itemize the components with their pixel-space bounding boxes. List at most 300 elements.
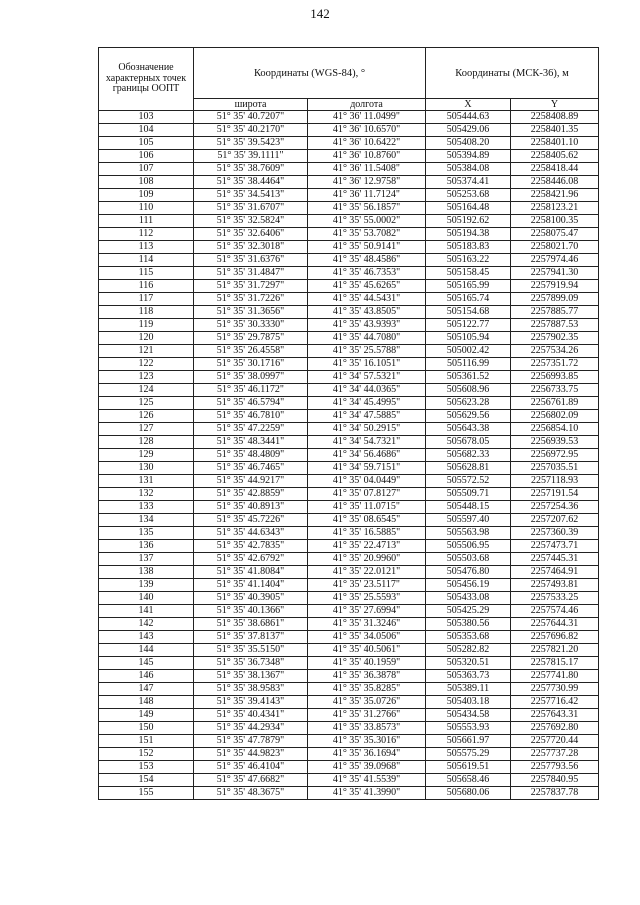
longitude-cell: 41° 35' 31.3246"	[308, 618, 426, 631]
y-cell: 2257692.80	[511, 722, 599, 735]
latitude-cell: 51° 35' 44.9217"	[194, 475, 308, 488]
x-cell: 505680.06	[426, 787, 511, 800]
point-id-cell: 144	[99, 644, 194, 657]
table-row	[99, 722, 599, 735]
latitude-cell: 51° 35' 26.4558"	[194, 345, 308, 358]
point-id-cell: 155	[99, 787, 194, 800]
x-cell: 505658.46	[426, 774, 511, 787]
latitude-cell: 51° 35' 46.4104"	[194, 761, 308, 774]
longitude-cell: 41° 35' 07.8127"	[308, 488, 426, 501]
longitude-cell: 41° 35' 16.5885"	[308, 527, 426, 540]
x-cell: 505165.99	[426, 280, 511, 293]
table-row	[99, 150, 599, 163]
latitude-cell: 51° 35' 46.7465"	[194, 462, 308, 475]
x-cell: 505374.41	[426, 176, 511, 189]
point-id-cell: 109	[99, 189, 194, 202]
longitude-cell: 41° 35' 55.0002"	[308, 215, 426, 228]
table-row	[99, 384, 599, 397]
point-id-cell: 136	[99, 540, 194, 553]
table-row	[99, 410, 599, 423]
point-id-cell: 121	[99, 345, 194, 358]
y-cell: 2256802.09	[511, 410, 599, 423]
latitude-cell: 51° 35' 40.2170"	[194, 124, 308, 137]
longitude-cell: 41° 36' 10.6570"	[308, 124, 426, 137]
point-id-cell: 152	[99, 748, 194, 761]
table-row	[99, 501, 599, 514]
point-id-cell: 143	[99, 631, 194, 644]
x-cell: 505553.93	[426, 722, 511, 735]
table-row	[99, 241, 599, 254]
y-cell: 2258100.35	[511, 215, 599, 228]
x-cell: 505682.33	[426, 449, 511, 462]
y-cell: 2257720.44	[511, 735, 599, 748]
latitude-cell: 51° 35' 39.1111"	[194, 150, 308, 163]
y-cell: 2257730.99	[511, 683, 599, 696]
point-id-cell: 128	[99, 436, 194, 449]
latitude-cell: 51° 35' 41.8084"	[194, 566, 308, 579]
y-cell: 2256993.85	[511, 371, 599, 384]
y-cell: 2257837.78	[511, 787, 599, 800]
x-cell: 505629.56	[426, 410, 511, 423]
table-row	[99, 761, 599, 774]
longitude-cell: 41° 36' 11.0499"	[308, 111, 426, 124]
y-cell: 2258421.96	[511, 189, 599, 202]
x-cell: 505425.29	[426, 605, 511, 618]
latitude-cell: 51° 35' 44.9823"	[194, 748, 308, 761]
longitude-cell: 41° 35' 22.4713"	[308, 540, 426, 553]
point-id-cell: 139	[99, 579, 194, 592]
point-id-cell: 107	[99, 163, 194, 176]
x-cell: 505105.94	[426, 332, 511, 345]
latitude-cell: 51° 35' 31.3656"	[194, 306, 308, 319]
x-cell: 505433.08	[426, 592, 511, 605]
x-cell: 505575.29	[426, 748, 511, 761]
table-body	[99, 111, 599, 800]
point-id-cell: 106	[99, 150, 194, 163]
x-cell: 505434.58	[426, 709, 511, 722]
y-cell: 2258401.10	[511, 137, 599, 150]
longitude-cell: 41° 35' 50.9141"	[308, 241, 426, 254]
table-row	[99, 176, 599, 189]
longitude-cell: 41° 35' 08.6545"	[308, 514, 426, 527]
table-row	[99, 215, 599, 228]
x-cell: 505253.68	[426, 189, 511, 202]
latitude-cell: 51° 35' 42.6792"	[194, 553, 308, 566]
longitude-cell: 41° 35' 20.9960"	[308, 553, 426, 566]
x-cell: 505192.62	[426, 215, 511, 228]
y-cell: 2256733.75	[511, 384, 599, 397]
header-latitude: широта	[194, 99, 308, 111]
y-cell: 2257741.80	[511, 670, 599, 683]
longitude-cell: 41° 34' 56.4686"	[308, 449, 426, 462]
latitude-cell: 51° 35' 32.5824"	[194, 215, 308, 228]
longitude-cell: 41° 35' 45.6265"	[308, 280, 426, 293]
latitude-cell: 51° 35' 47.2259"	[194, 423, 308, 436]
x-cell: 505503.68	[426, 553, 511, 566]
latitude-cell: 51° 35' 32.3018"	[194, 241, 308, 254]
latitude-cell: 51° 35' 46.1172"	[194, 384, 308, 397]
longitude-cell: 41° 35' 40.5061"	[308, 644, 426, 657]
latitude-cell: 51° 35' 31.7226"	[194, 293, 308, 306]
table-row	[99, 267, 599, 280]
y-cell: 2257351.72	[511, 358, 599, 371]
y-cell: 2257902.35	[511, 332, 599, 345]
longitude-cell: 41° 35' 43.9393"	[308, 319, 426, 332]
header-msk36: Координаты (МСК-36), м	[426, 48, 599, 99]
latitude-cell: 51° 35' 38.1367"	[194, 670, 308, 683]
table-row	[99, 306, 599, 319]
y-cell: 2257716.42	[511, 696, 599, 709]
latitude-cell: 51° 35' 42.8859"	[194, 488, 308, 501]
x-cell: 505116.99	[426, 358, 511, 371]
y-cell: 2258075.47	[511, 228, 599, 241]
latitude-cell: 51° 35' 32.6406"	[194, 228, 308, 241]
latitude-cell: 51° 35' 34.5413"	[194, 189, 308, 202]
latitude-cell: 51° 35' 40.3905"	[194, 592, 308, 605]
point-id-cell: 123	[99, 371, 194, 384]
table-row	[99, 319, 599, 332]
longitude-cell: 41° 35' 25.5788"	[308, 345, 426, 358]
point-id-cell: 140	[99, 592, 194, 605]
y-cell: 2258021.70	[511, 241, 599, 254]
x-cell: 505158.45	[426, 267, 511, 280]
x-cell: 505361.52	[426, 371, 511, 384]
longitude-cell: 41° 35' 36.3878"	[308, 670, 426, 683]
point-id-cell: 138	[99, 566, 194, 579]
x-cell: 505282.82	[426, 644, 511, 657]
table-row	[99, 553, 599, 566]
latitude-cell: 51° 35' 48.3675"	[194, 787, 308, 800]
y-cell: 2257941.30	[511, 267, 599, 280]
y-cell: 2257644.31	[511, 618, 599, 631]
latitude-cell: 51° 35' 30.1716"	[194, 358, 308, 371]
header-longitude: долгота	[308, 99, 426, 111]
longitude-cell: 41° 34' 45.4995"	[308, 397, 426, 410]
y-cell: 2257821.20	[511, 644, 599, 657]
x-cell: 505623.28	[426, 397, 511, 410]
table-row	[99, 332, 599, 345]
table-row	[99, 358, 599, 371]
table-row	[99, 592, 599, 605]
y-cell: 2258405.62	[511, 150, 599, 163]
longitude-cell: 41° 35' 22.0121"	[308, 566, 426, 579]
y-cell: 2258408.89	[511, 111, 599, 124]
longitude-cell: 41° 35' 33.8573"	[308, 722, 426, 735]
y-cell: 2257815.17	[511, 657, 599, 670]
table-row	[99, 397, 599, 410]
longitude-cell: 41° 35' 31.2766"	[308, 709, 426, 722]
latitude-cell: 51° 35' 46.7810"	[194, 410, 308, 423]
point-id-cell: 147	[99, 683, 194, 696]
latitude-cell: 51° 35' 30.3330"	[194, 319, 308, 332]
table-row	[99, 280, 599, 293]
longitude-cell: 41° 35' 36.1694"	[308, 748, 426, 761]
table-row	[99, 345, 599, 358]
latitude-cell: 51° 35' 40.1366"	[194, 605, 308, 618]
longitude-cell: 41° 35' 53.7082"	[308, 228, 426, 241]
latitude-cell: 51° 35' 38.7609"	[194, 163, 308, 176]
point-id-cell: 129	[99, 449, 194, 462]
point-id-cell: 114	[99, 254, 194, 267]
y-cell: 2257574.46	[511, 605, 599, 618]
x-cell: 505448.15	[426, 501, 511, 514]
latitude-cell: 51° 35' 38.4464"	[194, 176, 308, 189]
point-id-cell: 131	[99, 475, 194, 488]
latitude-cell: 51° 35' 45.7226"	[194, 514, 308, 527]
coordinates-table	[98, 47, 599, 800]
latitude-cell: 51° 35' 42.7835"	[194, 540, 308, 553]
point-id-cell: 120	[99, 332, 194, 345]
x-cell: 505643.38	[426, 423, 511, 436]
point-id-cell: 115	[99, 267, 194, 280]
point-id-cell: 105	[99, 137, 194, 150]
x-cell: 505608.96	[426, 384, 511, 397]
x-cell: 505408.20	[426, 137, 511, 150]
table-row	[99, 488, 599, 501]
latitude-cell: 51° 35' 48.3441"	[194, 436, 308, 449]
point-id-cell: 137	[99, 553, 194, 566]
point-id-cell: 141	[99, 605, 194, 618]
y-cell: 2257899.09	[511, 293, 599, 306]
table-row	[99, 163, 599, 176]
longitude-cell: 41° 36' 10.8760"	[308, 150, 426, 163]
table-row	[99, 189, 599, 202]
point-id-cell: 153	[99, 761, 194, 774]
latitude-cell: 51° 35' 46.5794"	[194, 397, 308, 410]
latitude-cell: 51° 35' 38.6861"	[194, 618, 308, 631]
latitude-cell: 51° 35' 47.6682"	[194, 774, 308, 787]
table-row	[99, 709, 599, 722]
point-id-cell: 116	[99, 280, 194, 293]
y-cell: 2257191.54	[511, 488, 599, 501]
y-cell: 2257473.71	[511, 540, 599, 553]
point-id-cell: 118	[99, 306, 194, 319]
y-cell: 2257887.53	[511, 319, 599, 332]
y-cell: 2257533.25	[511, 592, 599, 605]
point-id-cell: 133	[99, 501, 194, 514]
longitude-cell: 41° 34' 44.0365"	[308, 384, 426, 397]
latitude-cell: 51° 35' 31.6376"	[194, 254, 308, 267]
x-cell: 505320.51	[426, 657, 511, 670]
x-cell: 505164.48	[426, 202, 511, 215]
latitude-cell: 51° 35' 40.7207"	[194, 111, 308, 124]
longitude-cell: 41° 35' 25.5593"	[308, 592, 426, 605]
longitude-cell: 41° 35' 40.1959"	[308, 657, 426, 670]
point-id-cell: 103	[99, 111, 194, 124]
longitude-cell: 41° 35' 27.6994"	[308, 605, 426, 618]
table-row	[99, 436, 599, 449]
table-row	[99, 137, 599, 150]
table-row	[99, 618, 599, 631]
point-id-cell: 113	[99, 241, 194, 254]
x-cell: 505389.11	[426, 683, 511, 696]
longitude-cell: 41° 34' 59.7151"	[308, 462, 426, 475]
point-id-cell: 112	[99, 228, 194, 241]
table-row	[99, 683, 599, 696]
y-cell: 2257737.28	[511, 748, 599, 761]
header-x: X	[426, 99, 511, 111]
latitude-cell: 51° 35' 44.2934"	[194, 722, 308, 735]
table-row	[99, 631, 599, 644]
longitude-cell: 41° 35' 44.5431"	[308, 293, 426, 306]
table-row	[99, 514, 599, 527]
table-row	[99, 644, 599, 657]
y-cell: 2256939.53	[511, 436, 599, 449]
point-id-cell: 125	[99, 397, 194, 410]
x-cell: 505509.71	[426, 488, 511, 501]
longitude-cell: 41° 36' 11.5408"	[308, 163, 426, 176]
y-cell: 2257793.56	[511, 761, 599, 774]
point-id-cell: 108	[99, 176, 194, 189]
header-point-id: Обозначение характерных точек границы ООПТ	[99, 48, 194, 111]
longitude-cell: 41° 34' 47.5885"	[308, 410, 426, 423]
longitude-cell: 41° 35' 43.8505"	[308, 306, 426, 319]
x-cell: 505661.97	[426, 735, 511, 748]
latitude-cell: 51° 35' 38.9583"	[194, 683, 308, 696]
table-row	[99, 540, 599, 553]
point-id-cell: 154	[99, 774, 194, 787]
latitude-cell: 51° 35' 35.5150"	[194, 644, 308, 657]
x-cell: 505363.73	[426, 670, 511, 683]
longitude-cell: 41° 35' 16.1051"	[308, 358, 426, 371]
x-cell: 505163.22	[426, 254, 511, 267]
y-cell: 2257919.94	[511, 280, 599, 293]
y-cell: 2256761.89	[511, 397, 599, 410]
x-cell: 505194.38	[426, 228, 511, 241]
y-cell: 2257974.46	[511, 254, 599, 267]
point-id-cell: 132	[99, 488, 194, 501]
point-id-cell: 151	[99, 735, 194, 748]
y-cell: 2258123.21	[511, 202, 599, 215]
y-cell: 2257445.31	[511, 553, 599, 566]
longitude-cell: 41° 34' 50.2915"	[308, 423, 426, 436]
longitude-cell: 41° 35' 46.7353"	[308, 267, 426, 280]
y-cell: 2257534.26	[511, 345, 599, 358]
latitude-cell: 51° 35' 38.0997"	[194, 371, 308, 384]
y-cell: 2257464.91	[511, 566, 599, 579]
table-row	[99, 293, 599, 306]
point-id-cell: 142	[99, 618, 194, 631]
point-id-cell: 104	[99, 124, 194, 137]
latitude-cell: 51° 35' 48.4809"	[194, 449, 308, 462]
x-cell: 505628.81	[426, 462, 511, 475]
point-id-cell: 126	[99, 410, 194, 423]
longitude-cell: 41° 35' 35.0726"	[308, 696, 426, 709]
table-row	[99, 657, 599, 670]
header-wgs84: Координаты (WGS-84), °	[194, 48, 426, 99]
y-cell: 2257840.95	[511, 774, 599, 787]
x-cell: 505563.98	[426, 527, 511, 540]
y-cell: 2256972.95	[511, 449, 599, 462]
table-row	[99, 527, 599, 540]
latitude-cell: 51° 35' 31.7297"	[194, 280, 308, 293]
longitude-cell: 41° 35' 56.1857"	[308, 202, 426, 215]
y-cell: 2257885.77	[511, 306, 599, 319]
table-row	[99, 579, 599, 592]
point-id-cell: 119	[99, 319, 194, 332]
longitude-cell: 41° 36' 10.6422"	[308, 137, 426, 150]
table-row	[99, 696, 599, 709]
table-row	[99, 462, 599, 475]
latitude-cell: 51° 35' 36.7348"	[194, 657, 308, 670]
x-cell: 505384.08	[426, 163, 511, 176]
x-cell: 505380.56	[426, 618, 511, 631]
longitude-cell: 41° 35' 11.0715"	[308, 501, 426, 514]
y-cell: 2257207.62	[511, 514, 599, 527]
longitude-cell: 41° 35' 39.0968"	[308, 761, 426, 774]
table-row	[99, 748, 599, 761]
table-row	[99, 605, 599, 618]
x-cell: 505572.52	[426, 475, 511, 488]
point-id-cell: 148	[99, 696, 194, 709]
latitude-cell: 51° 35' 47.7879"	[194, 735, 308, 748]
x-cell: 505154.68	[426, 306, 511, 319]
y-cell: 2257118.93	[511, 475, 599, 488]
table-row	[99, 111, 599, 124]
point-id-cell: 117	[99, 293, 194, 306]
point-id-cell: 110	[99, 202, 194, 215]
y-cell: 2257254.36	[511, 501, 599, 514]
point-id-cell: 150	[99, 722, 194, 735]
longitude-cell: 41° 35' 41.5539"	[308, 774, 426, 787]
table-row	[99, 774, 599, 787]
x-cell: 505165.74	[426, 293, 511, 306]
table-row	[99, 449, 599, 462]
x-cell: 505444.63	[426, 111, 511, 124]
longitude-cell: 41° 34' 57.5321"	[308, 371, 426, 384]
longitude-cell: 41° 35' 04.0449"	[308, 475, 426, 488]
latitude-cell: 51° 35' 39.5423"	[194, 137, 308, 150]
longitude-cell: 41° 36' 11.7124"	[308, 189, 426, 202]
y-cell: 2257360.39	[511, 527, 599, 540]
table-row	[99, 371, 599, 384]
point-id-cell: 149	[99, 709, 194, 722]
longitude-cell: 41° 35' 41.3990"	[308, 787, 426, 800]
longitude-cell: 41° 35' 35.8285"	[308, 683, 426, 696]
latitude-cell: 51° 35' 37.8137"	[194, 631, 308, 644]
point-id-cell: 111	[99, 215, 194, 228]
x-cell: 505506.95	[426, 540, 511, 553]
point-id-cell: 135	[99, 527, 194, 540]
y-cell: 2258418.44	[511, 163, 599, 176]
latitude-cell: 51° 35' 29.7875"	[194, 332, 308, 345]
y-cell: 2257696.82	[511, 631, 599, 644]
point-id-cell: 127	[99, 423, 194, 436]
x-cell: 505394.89	[426, 150, 511, 163]
x-cell: 505476.80	[426, 566, 511, 579]
y-cell: 2258446.08	[511, 176, 599, 189]
table-row	[99, 566, 599, 579]
y-cell: 2256854.10	[511, 423, 599, 436]
x-cell: 505619.51	[426, 761, 511, 774]
x-cell: 505353.68	[426, 631, 511, 644]
longitude-cell: 41° 35' 35.3016"	[308, 735, 426, 748]
header-y: Y	[511, 99, 599, 111]
latitude-cell: 51° 35' 39.4143"	[194, 696, 308, 709]
table-row	[99, 475, 599, 488]
table-row	[99, 124, 599, 137]
table-row	[99, 735, 599, 748]
longitude-cell: 41° 36' 12.9758"	[308, 176, 426, 189]
longitude-cell: 41° 35' 34.0506"	[308, 631, 426, 644]
latitude-cell: 51° 35' 31.6707"	[194, 202, 308, 215]
latitude-cell: 51° 35' 41.1404"	[194, 579, 308, 592]
x-cell: 505429.06	[426, 124, 511, 137]
latitude-cell: 51° 35' 31.4847"	[194, 267, 308, 280]
x-cell: 505403.18	[426, 696, 511, 709]
latitude-cell: 51° 35' 44.6343"	[194, 527, 308, 540]
point-id-cell: 130	[99, 462, 194, 475]
